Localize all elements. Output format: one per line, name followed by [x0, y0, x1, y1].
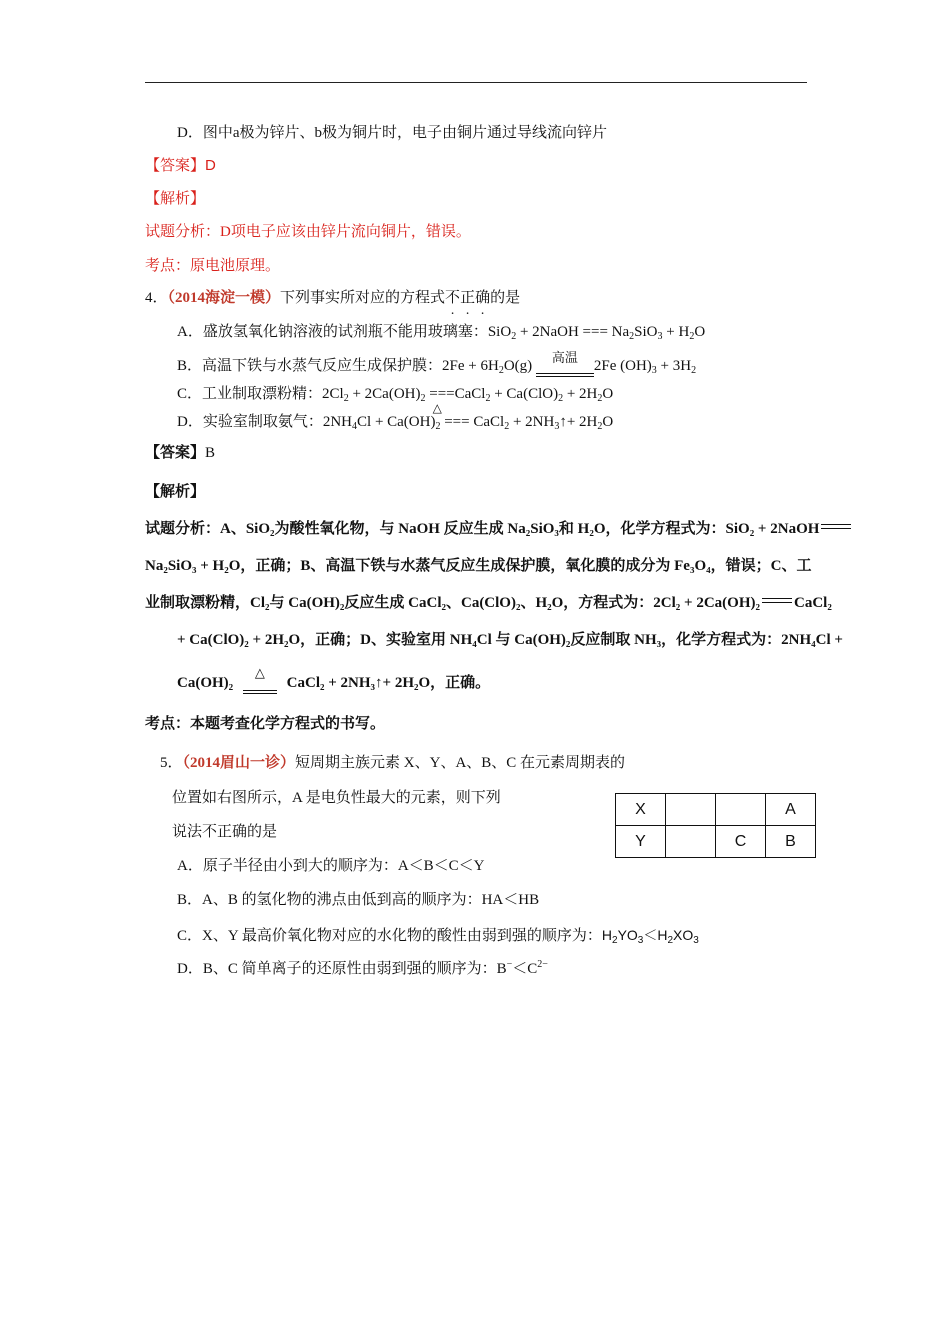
- q4-analysis-label: 【解析】: [145, 484, 206, 500]
- q4-kaodian: 考点：本题考查化学方程式的书写。: [145, 716, 386, 732]
- table-cell: [666, 826, 716, 858]
- q4-option-d-label: D．实验室制取氨气：: [177, 414, 323, 430]
- q4-b-condition: 高温: [536, 363, 594, 377]
- q5-stem-line-2: 位置如右图所示，A 是电负性最大的元素，则下列: [172, 790, 501, 806]
- q4-option-b-label: B．高温下铁与水蒸气反应生成保护膜：: [177, 358, 443, 374]
- q4-emph-3: 确: [475, 290, 491, 306]
- table-cell: C: [716, 826, 766, 858]
- q4-option-d: D．实验室制取氨气：$2NH_4Cl + Ca(OH)_2$ === CaCl$_2$ + $2NH_3↑+ 2H_2O$: [177, 414, 614, 432]
- q5-source: （2014眉山一诊）: [182, 755, 296, 771]
- q3-answer: [145, 155, 216, 177]
- q4-option-a: A．盛放氢氧化钠溶液的试剂瓶不能用玻璃塞：SiO$_2$ + 2NaOH === $Na_2SiO_3 + H_2O$: [177, 324, 706, 342]
- q4-analysis-line-2: Na₂SiO₃ + H₂O，正确；B、高温下铁与水蒸气反应生成保护膜，氧化膜的成分为 Fe₃O₄，错误；C、工: [145, 558, 812, 574]
- q5-option-c: C．X、Y 最高价氧化物对应的水化物的酸性由弱到强的顺序为：$H_2YO_3<H_2XO_3$: [177, 927, 699, 946]
- q4-answer-label: 【答案】: [145, 445, 206, 461]
- q4-stem: [145, 287, 520, 309]
- q3-answer-value: D: [205, 157, 216, 174]
- q4-option-c: C．工业制取漂粉精：$2Cl_2 + 2Ca(OH)_2$ === △ CaCl$_2$ + $Ca(ClO)_2 + 2H_2O$: [177, 383, 613, 405]
- q5-stem-line-3: 说法不正确的是: [172, 824, 278, 840]
- q4-analysis-line-1: 试题分析：A、SiO₂为酸性氧化物，与 NaOH 反应生成 Na₂SiO₃和 H₂O，化学方程式为：SiO₂ + 2NaOH: [145, 518, 915, 540]
- q4-answer: [145, 442, 215, 464]
- q3-kaodian: 考点：原电池原理。: [145, 258, 281, 274]
- periodic-table-snippet: [615, 793, 816, 858]
- q5-option-b: B．A、B 的氢化物的沸点由低到高的顺序为：HA＜HB: [177, 892, 540, 908]
- header-rule: [145, 82, 807, 83]
- table-cell: [666, 794, 716, 826]
- table-cell: B: [766, 826, 816, 858]
- table-cell: A: [766, 794, 816, 826]
- q4-stem-post: 的是: [490, 290, 521, 306]
- q4-emph-1: 不: [445, 290, 461, 306]
- q3-option-d: D．图中a极为锌片、b极为铜片时，电子由铜片通过导线流向锌片: [177, 125, 607, 141]
- q5-option-a: A．原子半径由小到大的顺序为：A＜B＜C＜Y: [177, 858, 485, 874]
- table-cell: Y: [616, 826, 666, 858]
- q4-option-c-label: C．工业制取漂粉精：: [177, 386, 323, 402]
- q4-emph-2: 正: [460, 290, 476, 306]
- q4-analysis-line-5: Ca(OH)₂ △ CaCl₂ + 2NH₃↑+ 2H₂O，正确。: [177, 672, 947, 694]
- q4-c-delta: △: [432, 401, 442, 415]
- q4-stem-pre: 下列事实所对应的方程式: [280, 290, 446, 306]
- q5-stem-line-1: [160, 752, 625, 774]
- q4-answer-value: B: [205, 445, 216, 461]
- q4-analysis-delta: △: [243, 680, 277, 694]
- q4-option-b: B．高温下铁与水蒸气反应生成保护膜：$2Fe + 6H_2O(g)$ 高温 2Fe $(OH)_3 + 3H_2$: [177, 350, 697, 376]
- table-cell: [716, 794, 766, 826]
- q5-option-d: D．B、C 简单离子的还原性由弱到强的顺序为：$B^-<C^{2-}$: [177, 959, 548, 977]
- q4-option-a-label: A．盛放氢氧化钠溶液的试剂瓶不能用玻璃塞：: [177, 324, 488, 340]
- q3-analysis-label: 【解析】: [145, 191, 206, 207]
- table-row: [616, 794, 816, 826]
- q4-analysis-line-3: 业制取漂粉精，Cl₂与 Ca(OH)₂反应生成 CaCl₂、Ca(ClO)₂、H₂O，方程式为：2Cl₂ + 2Ca(OH)₂ CaCl₂: [145, 595, 832, 611]
- q4-number: 4．: [145, 290, 168, 306]
- q5-stem-1: 短周期主族元素 X、Y、A、B、C 在元素周期表的: [295, 755, 626, 771]
- table-row: [616, 826, 816, 858]
- q5-number: 5．: [160, 755, 183, 771]
- q3-analysis-text: 试题分析：D项电子应该由锌片流向铜片，错误。: [145, 224, 471, 240]
- q4-source: （2014海淀一模）: [167, 290, 281, 306]
- q4-analysis-line-4: + Ca(ClO)₂ + 2H₂O，正确；D、实验室用 NH₄Cl 与 Ca(OH)₂反应制取 NH₃，化学方程式为：2NH₄Cl +: [177, 632, 843, 648]
- table-cell: X: [616, 794, 666, 826]
- q3-answer-label: 【答案】: [145, 158, 206, 174]
